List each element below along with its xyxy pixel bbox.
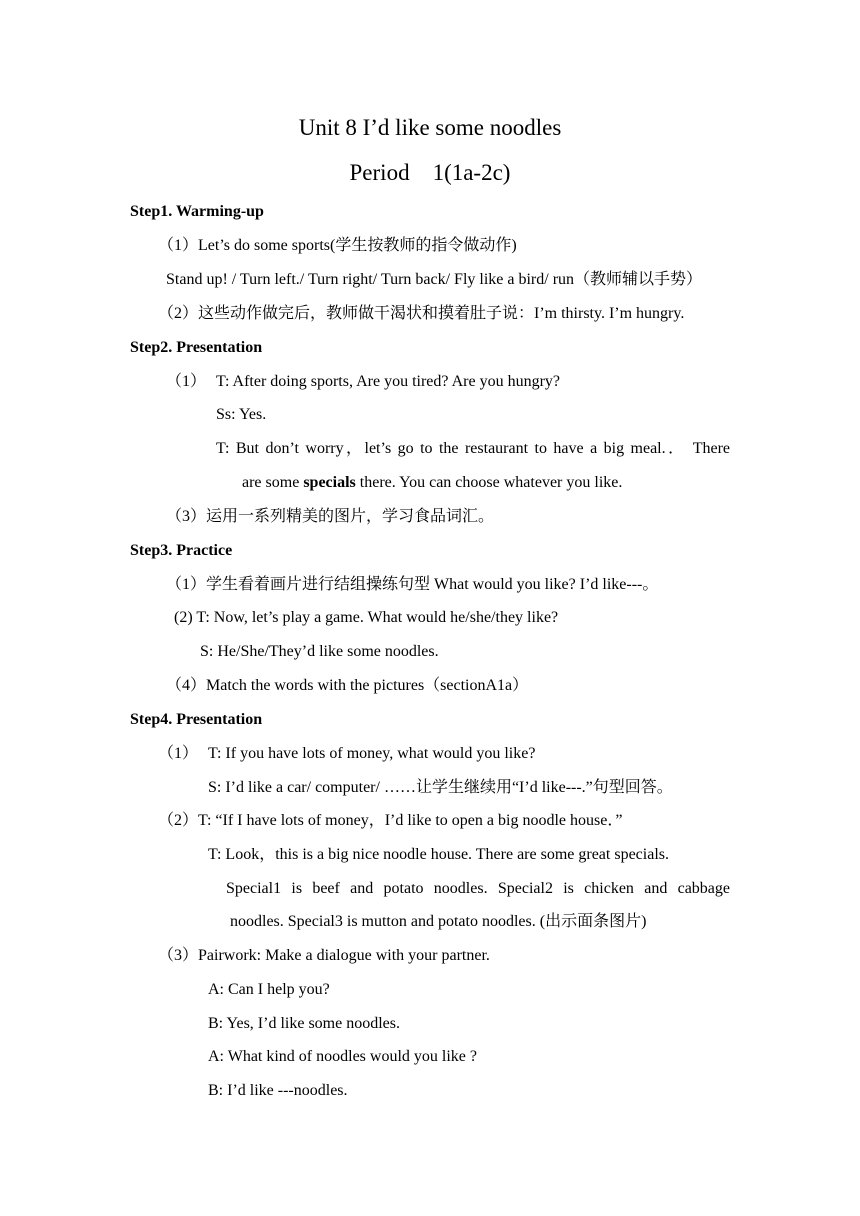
step4-line: S: I’d like a car/ computer/ ……让学生继续用“I’d like---.”句型回答。 xyxy=(208,779,673,796)
step2-line-text: there. You can choose whatever you like. xyxy=(355,474,623,491)
step2-line: Ss: Yes. xyxy=(216,406,267,423)
document-subtitle: Period 1(1a-2c) xyxy=(349,160,511,185)
step3-line: S: He/She/They’d like some noodles. xyxy=(200,643,439,660)
specials-term: specials xyxy=(303,474,356,491)
step2-line: （3）运用一系列精美的图片，学习食品词汇。 xyxy=(166,508,495,525)
dialogue-line: A: What kind of noodles would you like ? xyxy=(208,1048,477,1065)
step4-line: （2）T: “If I have lots of money，I’d like to open a big noodle house．” xyxy=(158,812,623,829)
step2-heading: Step2. Presentation xyxy=(130,339,263,356)
step4-line: （3）Pairwork: Make a dialogue with your partner. xyxy=(158,947,490,964)
step2-line xyxy=(242,473,622,493)
step2-line-text: are some xyxy=(242,474,304,491)
document-title: Unit 8 I’d like some noodles xyxy=(298,115,562,140)
step4-heading: Step4. Presentation xyxy=(130,711,263,728)
step1-heading: Step1. Warming-up xyxy=(130,203,264,220)
dialogue-line: B: Yes, I’d like some noodles. xyxy=(208,1015,400,1032)
dialogue-line: A: Can I help you? xyxy=(208,981,330,998)
dialogue-line: B: I’d like ---noodles. xyxy=(208,1082,348,1099)
step2-line: T: But don’t worry，let’s go to the restaurant to have a big meal.． There xyxy=(216,440,730,457)
step1-line: Stand up! / Turn left./ Turn right/ Turn back/ Fly like a bird/ run（教师辅以手势） xyxy=(166,271,703,288)
step4-number: （1） xyxy=(158,745,199,762)
step3-line: (2) T: Now, let’s play a game. What would he/she/they like? xyxy=(174,609,559,626)
step3-line: （4）Match the words with the pictures（sectionA1a） xyxy=(166,677,529,694)
step1-line: （2）这些动作做完后，教师做干渴状和摸着肚子说：I’m thirsty. I’m hungry. xyxy=(158,305,685,322)
step3-heading: Step3. Practice xyxy=(130,542,233,559)
step4-line: T: Look，this is a big nice noodle house. There are some great specials. xyxy=(208,846,670,863)
step2-number: （1） xyxy=(166,373,207,390)
step4-line: T: If you have lots of money, what would you like? xyxy=(208,745,536,762)
step1-line: （1）Let’s do some sports(学生按教师的指令做动作) xyxy=(158,237,517,254)
step3-line: （1）学生看着画片进行结组操练句型 What would you like? I’d like---。 xyxy=(166,576,659,593)
step4-line: noodles. Special3 is mutton and potato noodles. (出示面条图片) xyxy=(230,913,647,930)
step4-line: Special1 is beef and potato noodles. Special2 is chicken and cabbage xyxy=(226,880,730,897)
step2-line: T: After doing sports, Are you tired? Are you hungry? xyxy=(216,373,561,390)
